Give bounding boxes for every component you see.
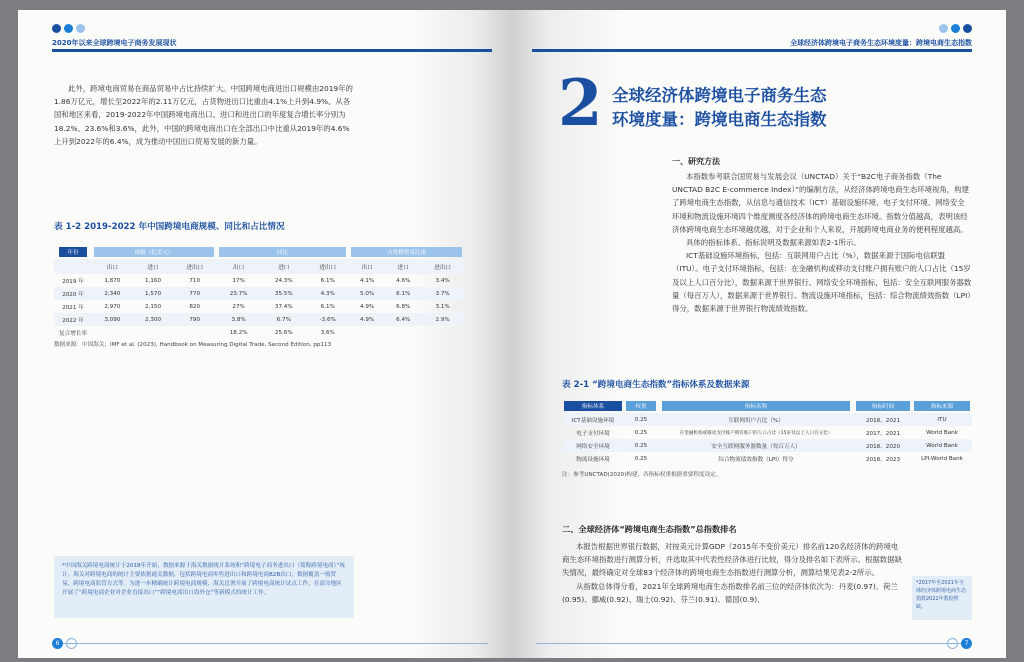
table-cell: 1,160 (145, 277, 162, 284)
table-cell: 1,870 (104, 277, 121, 284)
ranking-text: 本报告根据世界银行数据，对按美元计算GDP（2015年不变价美元）排名前120名经济体的跨境电商生态环境指数进行测算分析，并选取其中代表性经济体进行比较，得分及排名如下表所示。根据数据缺失情况，最终确定对全球83个经济体的跨境电商生态指数进行测算分析，测算结果见表2-2所示。 从指数总体得分看，2021年全球跨境电商生态指数排名前三位的经济体依次为：丹麦(0.97)、荷兰(0.95)、挪威(0.92)、瑞士(0.92)、芬兰(0.91)、德国(0.9)、 (562, 542, 902, 604)
col-header: 进口 (147, 264, 159, 271)
footer-rule (536, 643, 966, 644)
table-cell: 安全互联网服务器数量（每百万人） (711, 443, 801, 450)
col-header: 指标体系 (564, 401, 621, 411)
table-cell: 3.1% (435, 303, 450, 310)
table-cell: 25.6% (274, 329, 293, 336)
col-group-scale: 规模（亿美元） (94, 247, 213, 257)
table-cell: 0.25 (634, 416, 648, 423)
dot-icon (951, 24, 960, 33)
table-cell: 710 (189, 277, 201, 284)
table-cell: 24.3% (274, 277, 293, 284)
col-header: 权重 (626, 401, 656, 411)
table-cell: 770 (189, 290, 201, 297)
table-cell: 2018、2020 (865, 443, 901, 450)
header-dots (939, 24, 972, 33)
header-rule (532, 49, 972, 52)
running-header: 全球经济体跨境电子商务生态环境度量：跨境电商生态指数 (790, 39, 972, 47)
col-header: 出口 (106, 264, 118, 271)
chapter-title-line: 全球经济体跨境电子商务生态 (612, 86, 827, 105)
table-cell (92, 326, 133, 339)
col-header: 进口 (397, 264, 409, 271)
section-heading: 二、全球经济体“跨境电商生态指数”总指数排名 (562, 524, 737, 534)
col-header: 出口 (233, 264, 245, 271)
ring-icon (66, 638, 77, 649)
table-cell: World Bank (926, 429, 958, 436)
body-paragraph: 此外，跨境电商贸易在商品贸易中占比持续扩大。中国跨境电商进出口规模由2019年的1.86万亿元，增长至2022年的2.11万亿元，占货物进出口比重由4.1%上升到4.9%。从各国和地区来看，2019-2022年中国跨境电商出口、进口和进出口的年度复合增长率分别为18.2%、23.6%和3.6%，此外，中国的跨境电商出口在全部出口中比重从2019年的4.6%上升到2022年的6.4%，成为推动中国出口贸易发展的新力量。 (54, 84, 353, 146)
table-cell: 6.7% (276, 316, 291, 323)
row-year: 2020 年 (62, 291, 84, 298)
page-number: 7 (961, 638, 972, 649)
table-cell: 1,570 (145, 290, 162, 297)
table-note: 注：参考UNCTAD(2020)构建，各指标权重根据重要程度设定。 (562, 472, 722, 478)
table-cell (421, 326, 464, 339)
table-cell: 18.2% (229, 329, 248, 336)
table-cell: 3.7% (435, 290, 450, 297)
table-cell: 27% (232, 303, 245, 310)
table-cell: 820 (189, 303, 201, 310)
col-group-yoy: 同比 (219, 247, 347, 257)
page-number: 6 (52, 638, 63, 649)
table-cell: 3.8% (231, 316, 246, 323)
col-header: 进口 (278, 264, 290, 271)
table-source: 数据来源：中国海关；IMF et al. (2023), Handbook on Measuring Digital Trade, Second Edition, pp113 (54, 342, 332, 348)
table-cell: -3.6% (319, 316, 336, 323)
footer-rule (58, 643, 488, 644)
table-cell: 35.5% (274, 290, 293, 297)
table-cell: 23.7% (229, 290, 248, 297)
left-page (18, 10, 512, 658)
col-header: 指标时间 (856, 401, 909, 411)
scale-table (54, 244, 464, 339)
table-cell: 790 (189, 316, 201, 323)
table-cell (173, 326, 216, 339)
table-cell (349, 326, 385, 339)
chapter-number: 2 (558, 66, 603, 141)
table-cell: 2018、2021 (865, 417, 901, 424)
table-cell: 37.4% (274, 303, 293, 310)
table-cell: 2017、2021 (865, 430, 901, 437)
table-cell: 网络安全环境 (576, 443, 610, 450)
table-cell: 4.9% (360, 316, 375, 323)
col-header: 进出口 (186, 264, 204, 271)
right-page (512, 10, 1006, 658)
table-cell: 互联网用户占比（%） (728, 417, 784, 424)
col-group-share: 占货物贸易比重 (351, 247, 461, 257)
table-cell: 6.4% (396, 316, 411, 323)
table-cell: ICT基础设施环境 (571, 417, 615, 424)
method-text: 本指数参考联合国贸易与发展会议（UNCTAD）关于“B2C电子商务指数（The UNCTAD B2C E-commerce Index）”的编制方法，从经济体跨境电商生态环境视角，构建了跨境电商生态指数，从信息与通信技术（ICT）基础设施环境、电子支付环境、网络安全环境和物流设施环境四个维度测度各经济体的跨境电商生态环境。指数分值越高，表明该经济体跨境电商生态环境越优越，对于企业和个人来说，开展跨境电商业务的便利程度越高。 具体的指标体系、指标说明及数据来源如表2-1所示。 ICT基础设施环境指标，包括：互联网用户占比（%），数据来源于国际电信联盟（ITU）。电子支付环境指标，包括：在金融机构或移动支付账户拥有账户的人口占比（15岁及以上人口百分比），数据来源于世界银行。网络安全环境指标，包括：安全互联网服务器数量（每百万人），数据来源于世界银行。物流设施环境指标，包括：综合物流绩效指数（LPI）得分，数据来源于世界银行物流绩效指数。 (672, 172, 972, 314)
col-header: 进出口 (434, 264, 452, 271)
dot-icon (76, 24, 85, 33)
table-cell: 2.9% (435, 316, 450, 323)
col-header: 出口 (361, 264, 373, 271)
table-cell: ITU (937, 416, 947, 423)
table-cell: 2,970 (104, 303, 121, 310)
table-cell: 4.6% (396, 277, 411, 284)
table-cell: 5.0% (360, 290, 375, 297)
table-cell: 物流设施环境 (576, 456, 610, 463)
table-cell: 4.3% (320, 290, 335, 297)
chapter-title (612, 84, 827, 132)
table-cell: 6.1% (320, 277, 335, 284)
footnote-box: *中国海关跨境电商统计于2018年开始，数据来源于海关数据统计系统和“跨境电子商务进出口（简称跨境电商）”统计。海关对跨境电商的统计主要依据通关数据，包括跨境电商零售进出口和跨境电商B2B出口，数据覆盖一般贸易、跨境电商监管方式等。为进一步精确统计跨境电商规模，海关总署开展了跨境电商统计试点工作，在部分地区开展了“跨境电商企业对企业直接出口”“跨境电商出口海外仓”等新模式的统计工作。 (54, 556, 354, 618)
row-year: 2021 年 (62, 304, 84, 311)
dot-icon (939, 24, 948, 33)
table-cell: 6.1% (396, 290, 411, 297)
table-cell: 4.9% (360, 303, 375, 310)
table-cell: 4.1% (360, 277, 375, 284)
ring-icon (947, 638, 958, 649)
table-cell: 2018、2023 (865, 456, 901, 463)
table-cell: 0.25 (634, 442, 648, 449)
col-header: 指标名称 (662, 401, 850, 411)
dot-icon (64, 24, 73, 33)
dot-icon (52, 24, 61, 33)
table-cell: 6.8% (396, 303, 411, 310)
table-title: 表 2-1 “跨境电商生态指数”指标体系及数据来源 (562, 380, 750, 390)
index-table (562, 398, 972, 465)
table-cell: 2,340 (104, 290, 121, 297)
table-cell: 2,300 (145, 316, 162, 323)
side-note: *2017年至2021年全球经济体跨境电商生态指数2022年数据暂缺。 (912, 576, 972, 620)
table-title: 表 1-2 2019-2022 年中国跨境电商规模、同比和占比情况 (54, 222, 285, 232)
table-cell: 3.4% (435, 277, 450, 284)
table-cell: 2,150 (145, 303, 162, 310)
table-cell: 0.25 (634, 455, 648, 462)
running-header: 2020年以来全球跨境电子商务发展现状 (52, 39, 177, 47)
table-cell: 在金融机构或移动支付账户拥有账户的人口占比（15岁及以上人口百分比） (679, 430, 833, 436)
col-header: 进出口 (319, 264, 337, 271)
col-header: 指标来源 (914, 401, 969, 411)
header-rule (52, 49, 492, 52)
table-cell: 0.25 (634, 429, 648, 436)
dot-icon (963, 24, 972, 33)
table-cell: 17% (232, 277, 245, 284)
chapter-title-line: 环境度量：跨境电商生态指数 (612, 110, 827, 129)
table-cell: 电子支付环境 (576, 430, 610, 437)
row-year: 2019 年 (62, 278, 84, 285)
col-group-year: 年份 (59, 247, 86, 257)
table-cell: 3,090 (104, 316, 121, 323)
table-cell (133, 326, 174, 339)
table-cell: 3.6% (320, 329, 335, 336)
table-cell: World Bank (926, 442, 958, 449)
table-cell: 综合物流绩效指数（LPI）得分 (718, 456, 794, 463)
table-cell: LPI-World Bank (921, 455, 963, 462)
row-year: 2022 年 (62, 317, 84, 324)
row-year: 复合增长率 (59, 330, 87, 337)
table-cell: 6.1% (320, 303, 335, 310)
table-cell (385, 326, 421, 339)
section-heading: 一、研究方法 (672, 157, 720, 166)
header-dots (52, 24, 85, 33)
